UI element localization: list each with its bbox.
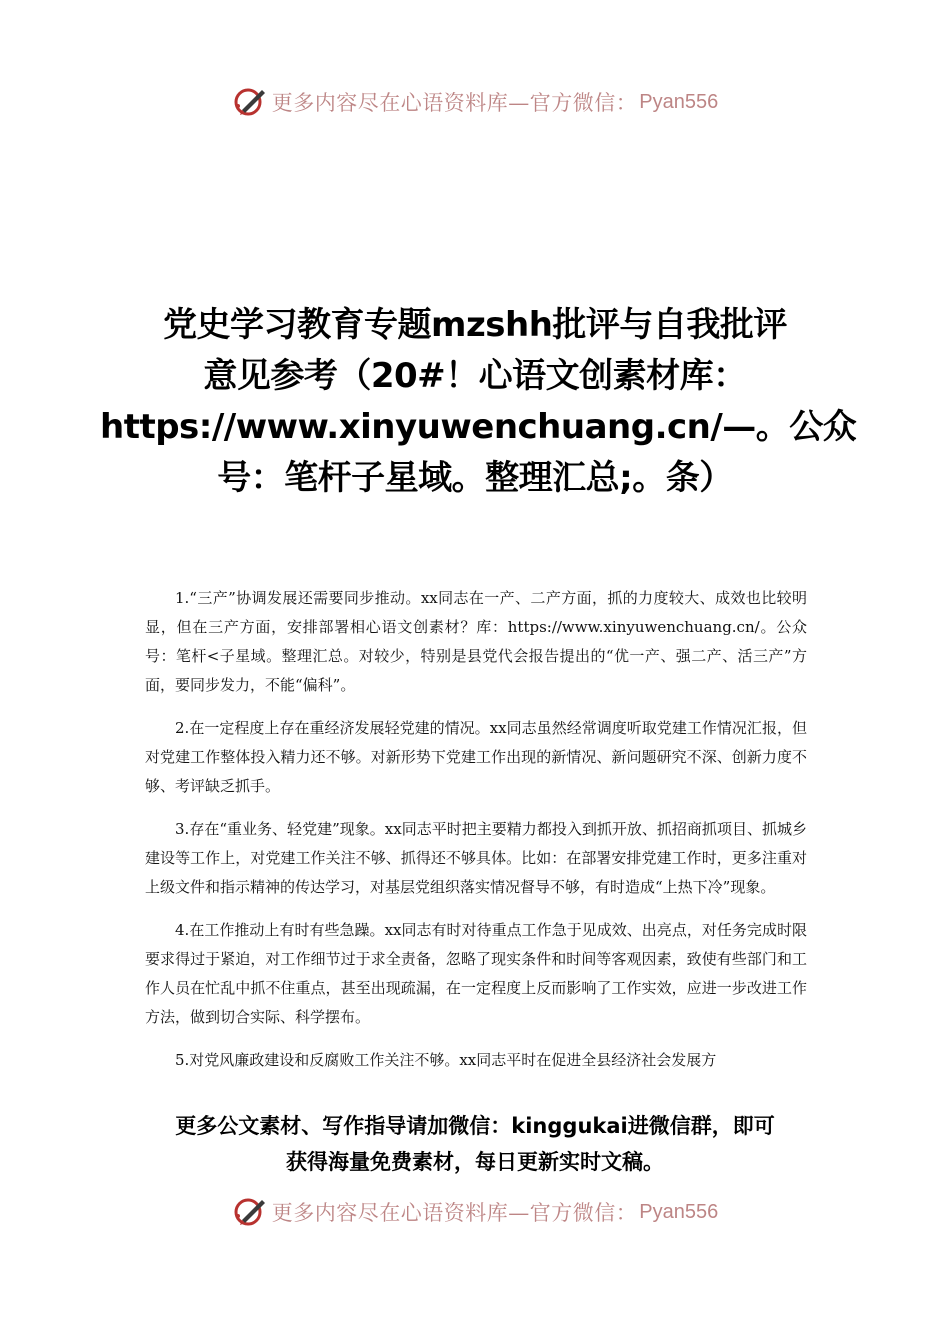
body-paragraph: 4.在工作推动上有时有些急躁。xx同志有时对待重点工作急于见成效、出亮点，对任务完成时限要求得过于紧迫，对工作细节过于求全责备，忽略了现实条件和时间等客观因素，致使有些部门和工作人员在忙乱中抓不住重点，甚至出现疏漏，在一定程度上反而影响了工作实效，应进一步改进工作方法，做到切合实际、科学摆布。: [145, 921, 807, 1026]
header-banner: [0, 82, 950, 122]
body-paragraph: 3.存在“重业务、轻党建”现象。xx同志平时把主要精力都投入到抓开放、抓招商抓项目、抓城乡建设等工作上，对党建工作关注不够、抓得还不够具体。比如：在部署安排党建工作时，更多注重对上级文件和指示精神的传达学习，对基层党组织落实情况督导不够，有时造成“上热下冷”现象。: [145, 820, 807, 896]
title-line: 号：笔杆子星域。整理汇总;。条）: [217, 458, 733, 498]
banner-wechat-id: Pyan556: [639, 1200, 719, 1223]
body-paragraph: 1.“三产”协调发展还需要同步推动。xx同志在一产、二产方面，抓的力度较大、成效也比较明显，但在三产方面，安排部署相心语文创素材？库：https://www.xinyuwenchuang.cn/。公众号：笔杆<子星域。整理汇总。对较少，特别是县党代会报告提出的“优一产、强二产、活三产”方面，要同步发力，不能“偏科”。: [145, 589, 807, 694]
footer-promo-note: [100, 1108, 850, 1180]
title-line: https://www.xinyuwenchuang.cn/—。公众: [100, 407, 857, 447]
banner-text: 更多内容尽在心语资料库—官方微信：: [271, 1201, 638, 1225]
pen-circle-logo-icon: [232, 1194, 268, 1230]
title-line: 党史学习教育专题mzshh批评与自我批评: [163, 305, 787, 345]
body-paragraph: 5.对党风廉政建设和反腐败工作关注不够。xx同志平时在促进全县经济社会发展方: [175, 1051, 717, 1069]
title-line: 意见参考（20#！心语文创素材库：: [203, 356, 747, 396]
banner-wechat-id: Pyan556: [639, 90, 719, 113]
banner-text: 更多内容尽在心语资料库—官方微信：: [271, 91, 638, 115]
body-paragraph: 2.在一定程度上存在重经济发展轻党建的情况。xx同志虽然经常调度听取党建工作情况汇报，但对党建工作整体投入精力还不够。对新形势下党建工作出现的新情况、新问题研究不深、创新力度不够、考评缺乏抓手。: [145, 719, 807, 795]
document-body: [145, 584, 807, 1089]
footer-note-line: 更多公文素材、写作指导请加微信：kinggukai进微信群，即可: [175, 1114, 775, 1138]
document-title: [100, 300, 857, 504]
pen-circle-logo-icon: [232, 84, 268, 120]
footer-banner: [0, 1192, 950, 1232]
footer-note-line: 获得海量免费素材，每日更新实时文稿。: [286, 1150, 664, 1174]
